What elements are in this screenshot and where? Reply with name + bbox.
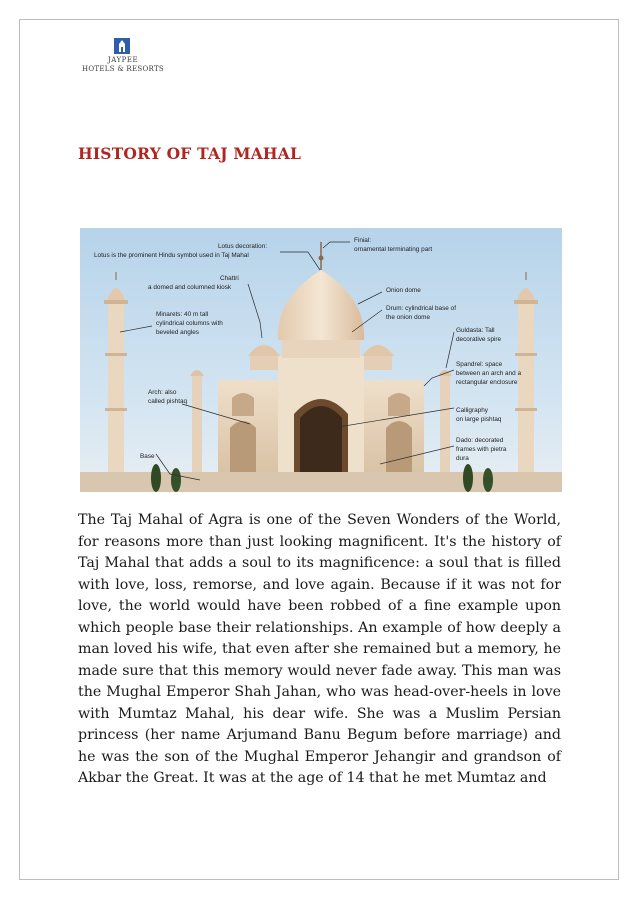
logo-text-line2: HOTELS & RESORTS xyxy=(81,65,165,73)
label-minarets-2: cylindrical columns with xyxy=(156,320,223,327)
taj-mahal-annotated-figure xyxy=(80,228,562,492)
label-drum-1: Drum: cylindrical base of xyxy=(386,305,456,312)
label-calligraphy-1: Calligraphy xyxy=(456,407,488,414)
body-paragraph: The Taj Mahal of Agra is one of the Seven Wonders of the World, for reasons more than just looking magnificent. It's the history of Taj Mahal that adds a soul to its magnificence: a soul that is filled with love, loss, remorse, and love again. Because if it was not for love, the world would have been robbed of a fine example upon which people base their relationships. An example of how deeply a man loved his wife, that even after she remained but a memory, he made sure that this memory would never fade away. This man was the Mughal Emperor Shah Jahan, who was head-over-heels in love with Mumtaz Mahal, his dear wife. She was a Muslim Persian princess (her name Arjumand Banu Begum before marriage) and he was the son of the Mughal Emperor Jehangir and grandson of Akbar the Great. It was at the age of 14 that he met Mumtaz and xyxy=(78,512,561,786)
label-lotus-1: Lotus decoration: xyxy=(218,243,268,250)
label-chattri-1: Chattri xyxy=(220,275,239,282)
label-chattri-2: a domed and columned kiosk xyxy=(148,284,232,291)
label-finial-1: Finial: xyxy=(354,237,372,244)
label-minarets-3: beveled angles xyxy=(156,329,199,336)
label-finial-2: ornamental terminating part xyxy=(354,246,433,253)
label-guldasta-2: decorative spire xyxy=(456,336,502,343)
label-dado-2: frames with pietra xyxy=(456,446,507,453)
label-guldasta-1: Guldasta: Tall xyxy=(456,327,495,334)
label-onion: Onion dome xyxy=(386,287,421,294)
label-arch-1: Arch: also xyxy=(148,389,177,396)
label-dado-1: Dado: decorated xyxy=(456,437,504,444)
label-arch-2: called pishtaq xyxy=(148,398,188,405)
label-spandrel-3: rectangular enclosure xyxy=(456,379,518,386)
logo-text-line1: JAYPEE xyxy=(107,56,139,64)
label-spandrel-1: Spandrel: space xyxy=(456,361,503,368)
label-drum-2: the onion dome xyxy=(386,314,431,321)
label-base: Base xyxy=(140,453,155,460)
hotel-logo xyxy=(78,38,168,80)
label-calligraphy-2: on large pishtaq xyxy=(456,416,502,423)
label-minarets-1: Minarets: 40 m tall xyxy=(156,311,209,318)
label-lotus-2: Lotus is the prominent Hindu symbol used in Taj Mahal xyxy=(94,252,249,259)
label-dado-3: dura xyxy=(456,455,469,462)
page-title: HISTORY OF TAJ MAHAL xyxy=(78,144,302,163)
logo-emblem-icon xyxy=(114,38,130,54)
label-spandrel-2: between an arch and a xyxy=(456,370,522,377)
